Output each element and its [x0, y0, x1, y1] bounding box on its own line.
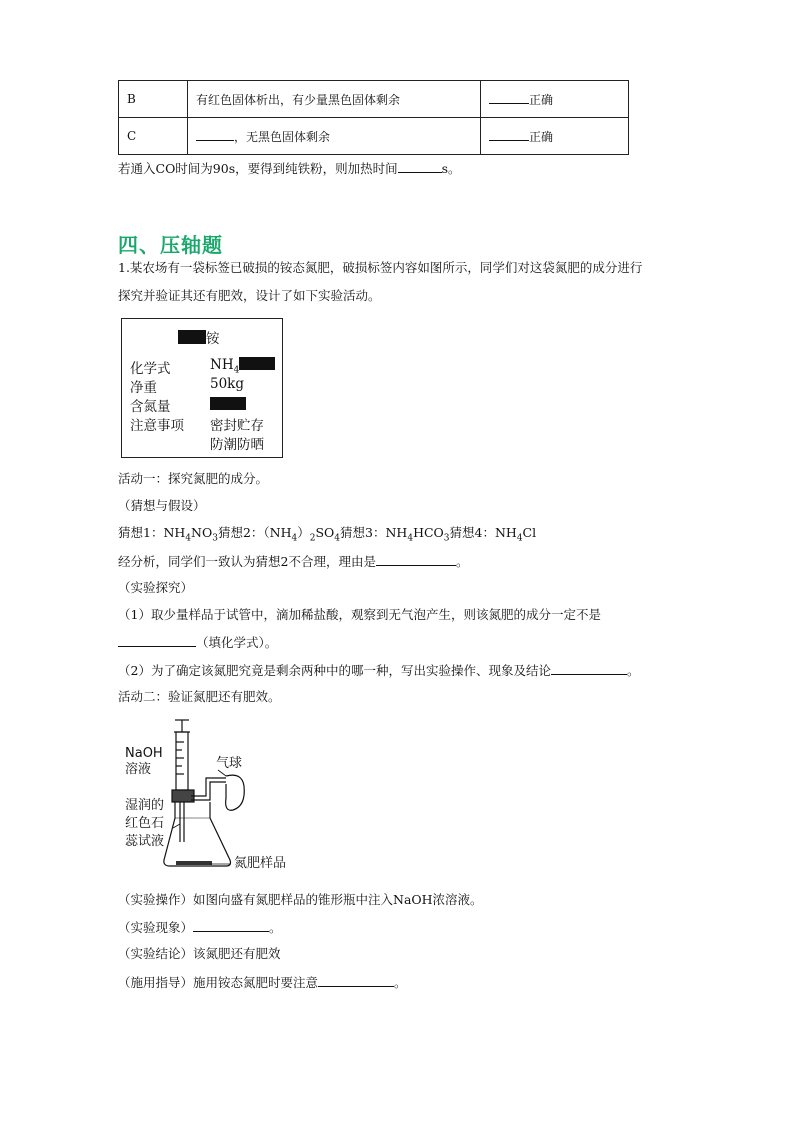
- answer-blank[interactable]: [398, 160, 442, 173]
- redacted-mark: [178, 330, 206, 344]
- section-heading: 四、压轴题: [118, 233, 223, 257]
- answer-blank[interactable]: [551, 662, 627, 675]
- table-cell: 正确: [481, 81, 629, 118]
- syringe-barrel: [176, 732, 188, 790]
- label-formula: $NH_4$: [210, 357, 275, 373]
- apparatus-diagram: NaOH 溶液 气球 湿润的 红色石 蕊试液 氮肥样品: [118, 718, 318, 878]
- answer-blank[interactable]: [489, 128, 529, 141]
- answer-blank[interactable]: [193, 919, 269, 932]
- results-table: [118, 80, 629, 155]
- answer-blank[interactable]: [318, 974, 394, 987]
- fertilizer-sample: [176, 861, 212, 865]
- rubber-stopper: [172, 790, 194, 802]
- table-cell: ，无黑色固体剩余: [188, 118, 481, 155]
- table-row: [119, 118, 629, 155]
- answer-blank[interactable]: [489, 91, 529, 104]
- redacted-mark: [239, 357, 275, 370]
- answer-blank[interactable]: [376, 553, 456, 566]
- fertilizer-label: 铵 化学式 $NH_4$ 净重 50kg 含氮量 注意事项 密封贮存 防潮防晒: [121, 318, 283, 458]
- label-nitrogen-value: [210, 395, 246, 414]
- question-text: 探究并验证其还有肥效，设计了如下实验活动。: [118, 288, 381, 303]
- conical-flask: [164, 802, 231, 866]
- co-time-line: 若通入CO时间为90s，要得到纯铁粉，则加热时间 s。: [118, 161, 461, 176]
- table-cell: 正确: [481, 118, 629, 155]
- balloon: [226, 775, 245, 810]
- label-title: 铵: [178, 327, 220, 347]
- question-text: 1.某农场有一袋标签已破损的铵态氮肥，破损标签内容如图所示，同学们对这袋氮肥的成分进行: [118, 260, 643, 275]
- table-row: [119, 81, 629, 118]
- table-cell: 有红色固体析出，有少量黑色固体剩余: [188, 81, 481, 118]
- redacted-mark: [210, 397, 246, 410]
- table-cell: C: [119, 118, 188, 155]
- answer-blank[interactable]: [118, 634, 196, 647]
- table-cell: B: [119, 81, 188, 118]
- answer-blank[interactable]: [196, 128, 234, 141]
- hypotheses-line: 猜想1：$NH_4NO_3$猜想2：$(NH_4)_2SO_4$猜想3：$NH_4HCO_3$猜想4：$NH_4Cl$: [118, 525, 537, 544]
